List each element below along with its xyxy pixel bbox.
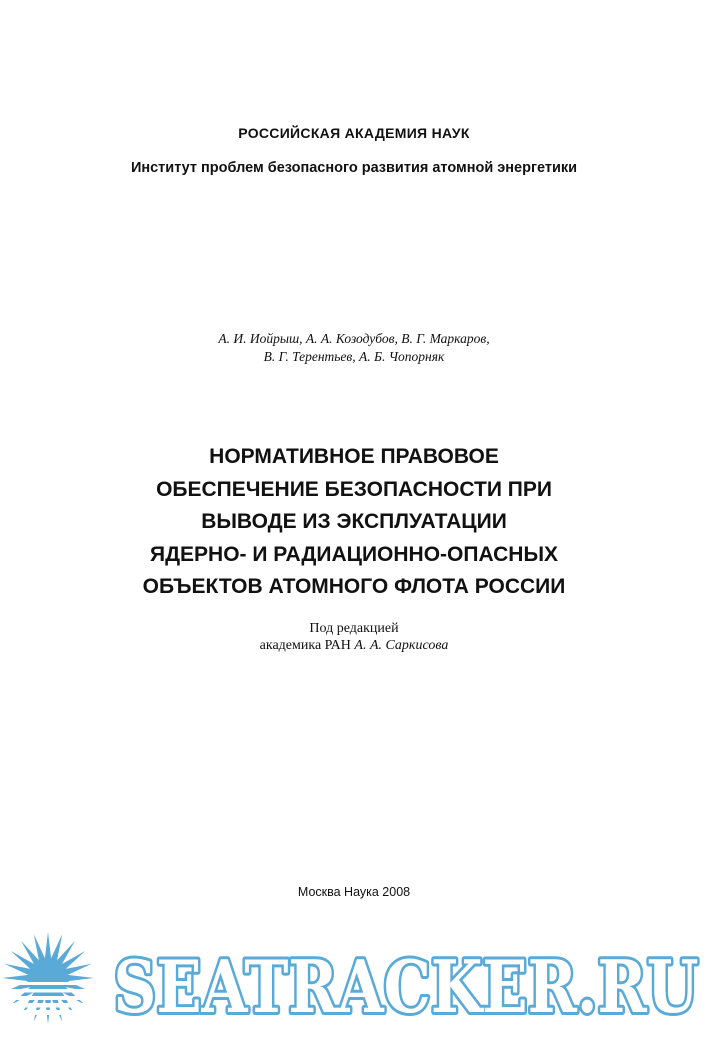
authors-line-2: В. Г. Терентьев, А. Б. Чопорняк — [263, 349, 445, 364]
title-line-2: ОБЕСПЕЧЕНИЕ БЕЗОПАСНОСТИ ПРИ — [156, 477, 552, 501]
editor-credit — [0, 620, 708, 654]
watermark-text: SEATRACKER.RU — [113, 944, 699, 1029]
institute-name: Институт проблем безопасного развития атомной энергетики — [130, 160, 578, 176]
authors — [0, 330, 708, 366]
title-line-5: ОБЪЕКТОВ АТОМНОГО ФЛОТА РОССИИ — [142, 575, 566, 598]
editor-name: А. А. Саркисова — [354, 638, 449, 653]
watermark-banner — [0, 932, 708, 1040]
publisher-line: Москва Наука 2008 — [297, 885, 411, 899]
editor-prefix: академика РАН — [259, 638, 351, 653]
title-line-4: ЯДЕРНО- И РАДИАЦИОННО-ОПАСНЫХ — [149, 542, 559, 566]
academy-name: РОССИЙСКАЯ АКАДЕМИЯ НАУК — [238, 125, 470, 141]
editor-line-2 — [0, 637, 708, 654]
book-title — [0, 441, 708, 604]
authors-line-1: А. И. Иойрыш, А. А. Козодубов, В. Г. Маркаров, — [218, 331, 490, 346]
title-line-3: ВЫВОДЕ ИЗ ЭКСПЛУАТАЦИИ — [201, 510, 507, 533]
sun-icon — [0, 932, 98, 1024]
editor-line-1: Под редакцией — [309, 621, 399, 636]
title-line-1: НОРМАТИВНОЕ ПРАВОВОЕ — [209, 445, 499, 468]
